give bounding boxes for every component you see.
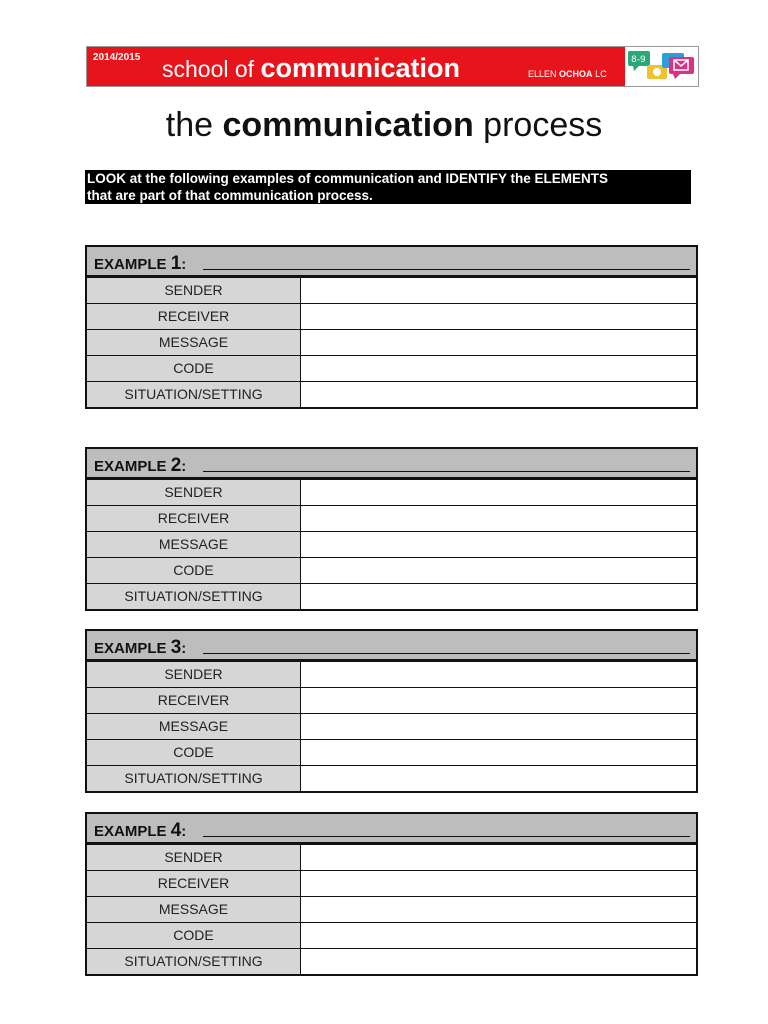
sender-answer-cell[interactable]	[301, 480, 696, 505]
field-label: MESSAGE	[87, 897, 301, 922]
message-answer-cell[interactable]	[301, 330, 696, 355]
field-label: CODE	[87, 356, 301, 381]
example-colon: :	[181, 256, 187, 273]
situation-answer-cell[interactable]	[301, 766, 696, 791]
example-answer-line[interactable]	[203, 471, 690, 472]
example-colon: :	[181, 458, 187, 475]
instruction-line-1: LOOK at the following examples of communication and IDENTIFY the ELEMENTS	[87, 171, 609, 186]
code-answer-cell[interactable]	[301, 558, 696, 583]
sender-answer-cell[interactable]	[301, 278, 696, 303]
message-answer-cell[interactable]	[301, 532, 696, 557]
header-banner	[86, 46, 699, 87]
example-answer-line[interactable]	[203, 653, 690, 654]
table-row	[87, 896, 696, 922]
example-header	[87, 631, 696, 661]
receiver-answer-cell[interactable]	[301, 506, 696, 531]
table-row	[87, 557, 696, 583]
field-label: RECEIVER	[87, 304, 301, 329]
school-name	[162, 53, 460, 84]
center-suffix: LC	[595, 69, 607, 79]
field-label: SITUATION/SETTING	[87, 766, 301, 791]
receiver-answer-cell[interactable]	[301, 304, 696, 329]
table-row	[87, 713, 696, 739]
example-number: 2	[170, 455, 182, 476]
situation-answer-cell[interactable]	[301, 382, 696, 407]
instruction-line-2: that are part of that communication process.	[87, 188, 373, 203]
message-answer-cell[interactable]	[301, 714, 696, 739]
table-row	[87, 870, 696, 896]
svg-text:8-9: 8-9	[631, 55, 646, 65]
center-first: ELLEN	[528, 69, 557, 79]
message-answer-cell[interactable]	[301, 897, 696, 922]
school-prefix: school of	[162, 56, 255, 82]
field-label: RECEIVER	[87, 506, 301, 531]
example-label: EXAMPLE	[94, 823, 167, 840]
center-bold: OCHOA	[559, 69, 593, 79]
receiver-answer-cell[interactable]	[301, 871, 696, 896]
example-number: 4	[170, 820, 182, 841]
example-table-2	[85, 447, 698, 611]
field-label: SITUATION/SETTING	[87, 949, 301, 974]
example-colon: :	[181, 823, 187, 840]
table-row	[87, 355, 696, 381]
example-answer-line[interactable]	[203, 836, 690, 837]
field-label: RECEIVER	[87, 871, 301, 896]
code-answer-cell[interactable]	[301, 923, 696, 948]
table-row	[87, 922, 696, 948]
sender-answer-cell[interactable]	[301, 845, 696, 870]
field-label: SITUATION/SETTING	[87, 584, 301, 609]
example-number: 3	[170, 637, 182, 658]
example-table-1	[85, 245, 698, 409]
speech-bubbles-logo-icon	[625, 47, 697, 86]
table-row	[87, 844, 696, 870]
table-row	[87, 583, 696, 609]
example-number: 1	[170, 253, 182, 274]
field-label: MESSAGE	[87, 714, 301, 739]
example-label: EXAMPLE	[94, 640, 167, 657]
field-label: CODE	[87, 923, 301, 948]
page-title	[0, 106, 768, 145]
sender-answer-cell[interactable]	[301, 662, 696, 687]
example-header	[87, 449, 696, 479]
field-label: SENDER	[87, 480, 301, 505]
field-label: MESSAGE	[87, 330, 301, 355]
situation-answer-cell[interactable]	[301, 584, 696, 609]
table-row	[87, 687, 696, 713]
code-answer-cell[interactable]	[301, 356, 696, 381]
field-label: CODE	[87, 740, 301, 765]
field-label: CODE	[87, 558, 301, 583]
instruction-bar	[85, 170, 691, 204]
school-subject: communication	[260, 53, 460, 83]
situation-answer-cell[interactable]	[301, 949, 696, 974]
example-header	[87, 247, 696, 277]
example-colon: :	[181, 640, 187, 657]
table-row	[87, 381, 696, 407]
field-label: SENDER	[87, 662, 301, 687]
table-row	[87, 303, 696, 329]
field-label: SENDER	[87, 278, 301, 303]
title-suffix: process	[483, 106, 603, 144]
field-label: SENDER	[87, 845, 301, 870]
example-label: EXAMPLE	[94, 458, 167, 475]
title-bold: communication	[222, 106, 474, 144]
center-name	[528, 69, 607, 79]
field-label: SITUATION/SETTING	[87, 382, 301, 407]
receiver-answer-cell[interactable]	[301, 688, 696, 713]
table-row	[87, 739, 696, 765]
table-row	[87, 531, 696, 557]
example-header	[87, 814, 696, 844]
school-year: 2014/2015	[93, 52, 141, 63]
table-row	[87, 505, 696, 531]
example-label: EXAMPLE	[94, 256, 167, 273]
table-row	[87, 661, 696, 687]
banner-red-area	[87, 47, 625, 86]
table-row	[87, 948, 696, 974]
table-row	[87, 765, 696, 791]
example-answer-line[interactable]	[203, 269, 690, 270]
field-label: MESSAGE	[87, 532, 301, 557]
table-row	[87, 479, 696, 505]
table-row	[87, 277, 696, 303]
title-prefix: the	[165, 106, 214, 144]
table-row	[87, 329, 696, 355]
example-table-3	[85, 629, 698, 793]
field-label: RECEIVER	[87, 688, 301, 713]
example-table-4	[85, 812, 698, 976]
code-answer-cell[interactable]	[301, 740, 696, 765]
